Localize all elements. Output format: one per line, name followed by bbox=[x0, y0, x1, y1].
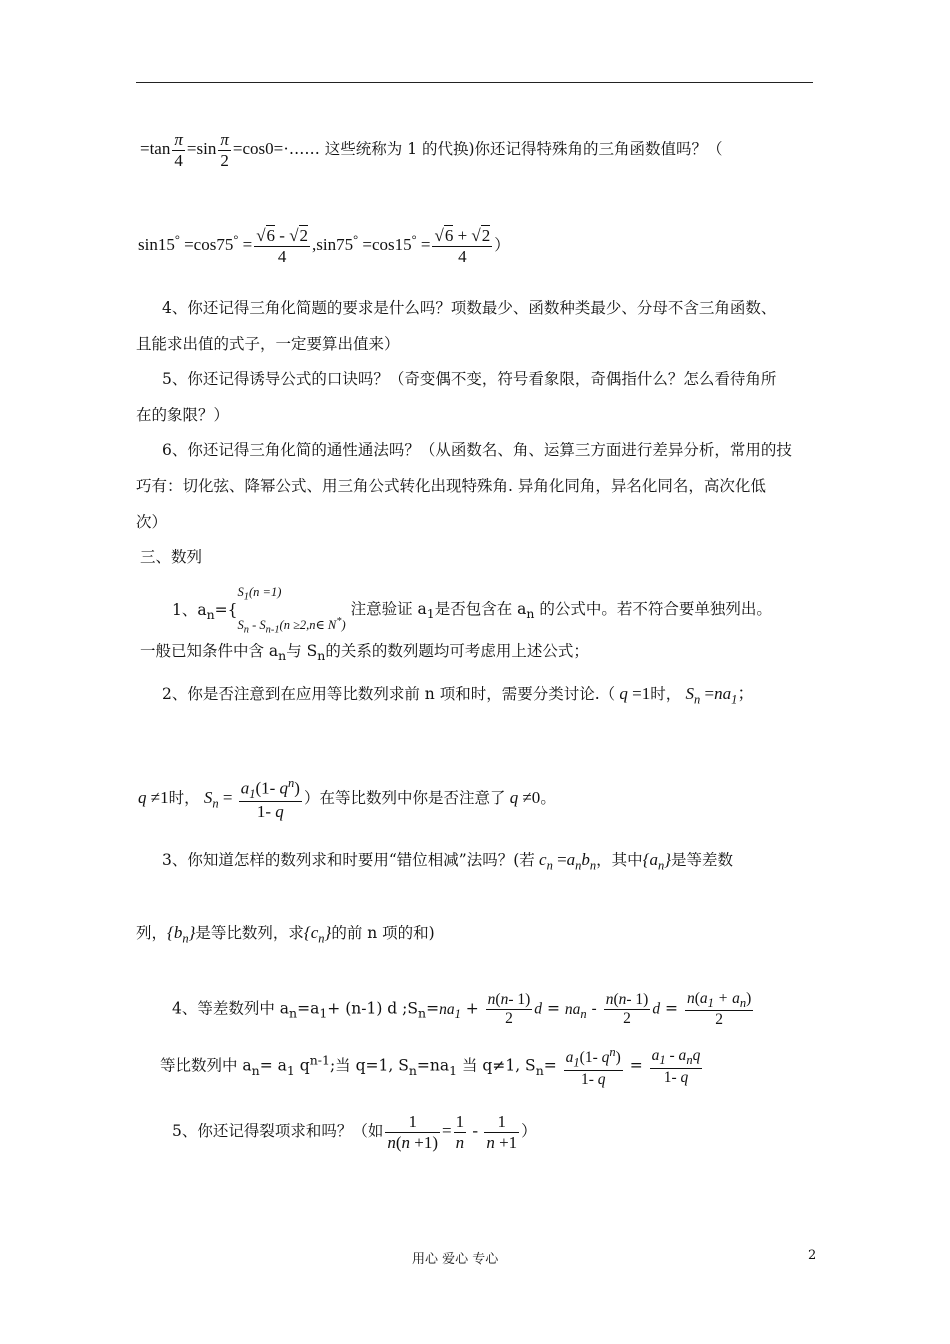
piecewise-cases: $S_1(n =1)$ $S_n - S_{n-1}(n$ ≥2,n∈ N*) bbox=[237, 585, 346, 636]
item-5: 5、你还记得诱导公式的口诀吗？（奇变偶不变，符号看象限，奇偶指什么？怎么看待角所 bbox=[162, 370, 777, 388]
fraction-geo-2: $\frac{a_1 - a_nq}{1- q}$ bbox=[651, 1047, 701, 1086]
fraction-telescoping-2: $\frac{1}{n}$ bbox=[455, 1112, 465, 1152]
item-4-cont: 且能求出值的式子，一定要算出值来） bbox=[136, 335, 400, 353]
seq-item-1-cont: 一般已知条件中含 $a_n$与 $S_n$的关系的数列题均可考虑用上述公式； bbox=[140, 642, 589, 664]
page-number: 2 bbox=[808, 1248, 817, 1263]
seq-item-1: 1、$a_n=${ $S_1(n =1)$ $S_n - S_{n-1}(n$ ≥2,n∈ N*) 注意验证 $a_1$是否包含在 $a_n$ 的公式中。若不符合要单独列出。 bbox=[172, 580, 772, 642]
item-6-cont2: 次） bbox=[136, 513, 168, 531]
fraction-arith-1: $\frac{n(n- 1)}{2}$ bbox=[487, 991, 531, 1028]
seq-item-2-cont: q ≠1时， $S_n$ = $\frac{a_1(1- q^n)}{1- q}$ ）在等比数列中你是否注意了 q ≠0。 bbox=[138, 776, 556, 822]
seq-item-3-cont: 列，$\{b_n\}$是等比数列，求$\{c_n\}$的前 n 项的和) bbox=[136, 923, 435, 946]
special-angle-values: sin15° =cos75° = $\frac{√6 - √2}{4}$ ,sin75° =cos15° = $\frac{√6 + √2}{4}$ ） bbox=[138, 226, 510, 266]
item-4: 4、你还记得三角化简题的要求是什么吗？项数最少、函数种类最少、分母不含三角函数、 bbox=[162, 299, 777, 317]
footer-slogan: 用心 爱心 专心 bbox=[412, 1252, 499, 1267]
section-title: 三、数列 bbox=[140, 548, 203, 566]
fraction-geo-1: $\frac{a_1(1- q^n)}{1- q}$ bbox=[565, 1045, 621, 1088]
seq-item-4-geometric: 等比数列中 $a_n= a_1$ $q^{n-1}$;当 q=1, $S_n=na_1$ 当 q≠1, $S_n=$ $\frac{a_1(1- q^n)}{1- q}$ = $\frac{a_1 - a_nq}{1- q}$ bbox=[160, 1045, 701, 1088]
item-6: 6、你还记得三角化简的通性通法吗？（从函数名、角、运算三方面进行差异分析，常用的技 bbox=[162, 441, 792, 459]
trig-substitution-line: =tan $\frac{\pi}{4}$ =sin $\frac{\pi}{2}$ =cos0=·…… 这些统称为 1 的代换)你还记得特殊角的三角函数值吗？（ bbox=[140, 130, 723, 170]
fraction-sqrt6-plus-sqrt2: $\frac{√6 + √2}{4}$ bbox=[434, 226, 491, 266]
seq-item-5: 5、你还记得裂项求和吗？（如 $\frac{1}{n(n +1)}$ = $\frac{1}{n}$ - $\frac{1}{n +1}$ ） bbox=[172, 1112, 537, 1152]
header-rule bbox=[136, 82, 813, 83]
item-5-cont: 在的象限？） bbox=[136, 406, 230, 424]
fraction-pi-over-2: $\frac{\pi}{2}$ bbox=[220, 130, 229, 170]
seq-item-2: 2、你是否注意到在应用等比数列求前 n 项和时，需要分类讨论.（ q =1时， $S_n =na_1$； bbox=[162, 684, 755, 707]
fraction-arith-2: $\frac{n(n- 1)}{2}$ bbox=[605, 991, 649, 1028]
fraction-pi-over-4: $\frac{\pi}{4}$ bbox=[174, 130, 183, 170]
fraction-telescoping-1: $\frac{1}{n(n +1)}$ bbox=[387, 1112, 439, 1152]
fraction-telescoping-3: $\frac{1}{n +1}$ bbox=[486, 1112, 518, 1152]
item-6-cont: 巧有：切化弦、降幂公式、用三角公式转化出现特殊角. 异角化同角，异名化同名，高次化低 bbox=[136, 477, 766, 495]
fraction-arith-3: $\frac{n(a_1 + a_n)}{2}$ bbox=[686, 990, 752, 1029]
fraction-sqrt6-minus-sqrt2: $\frac{√6 - √2}{4}$ bbox=[256, 226, 309, 266]
fraction-geometric-sum: $\frac{a_1(1- q^n)}{1- q}$ bbox=[240, 776, 300, 822]
seq-item-4: 4、等差数列中 $a_n=a_1+ (n-1)$ d $;S_n=na_1$ + $\frac{n(n- 1)}{2}$ $d = na_n$ - $\frac{n(n- 1)}{2}$ d = $\frac{n(a_1 + a_n)}{2}$ bbox=[172, 990, 752, 1029]
seq-item-3: 3、你知道怎样的数列求和时要用“错位相减”法吗？(若 $c_n =a_nb_n$，其中$\{a_n\}$是等差数 bbox=[162, 850, 734, 873]
